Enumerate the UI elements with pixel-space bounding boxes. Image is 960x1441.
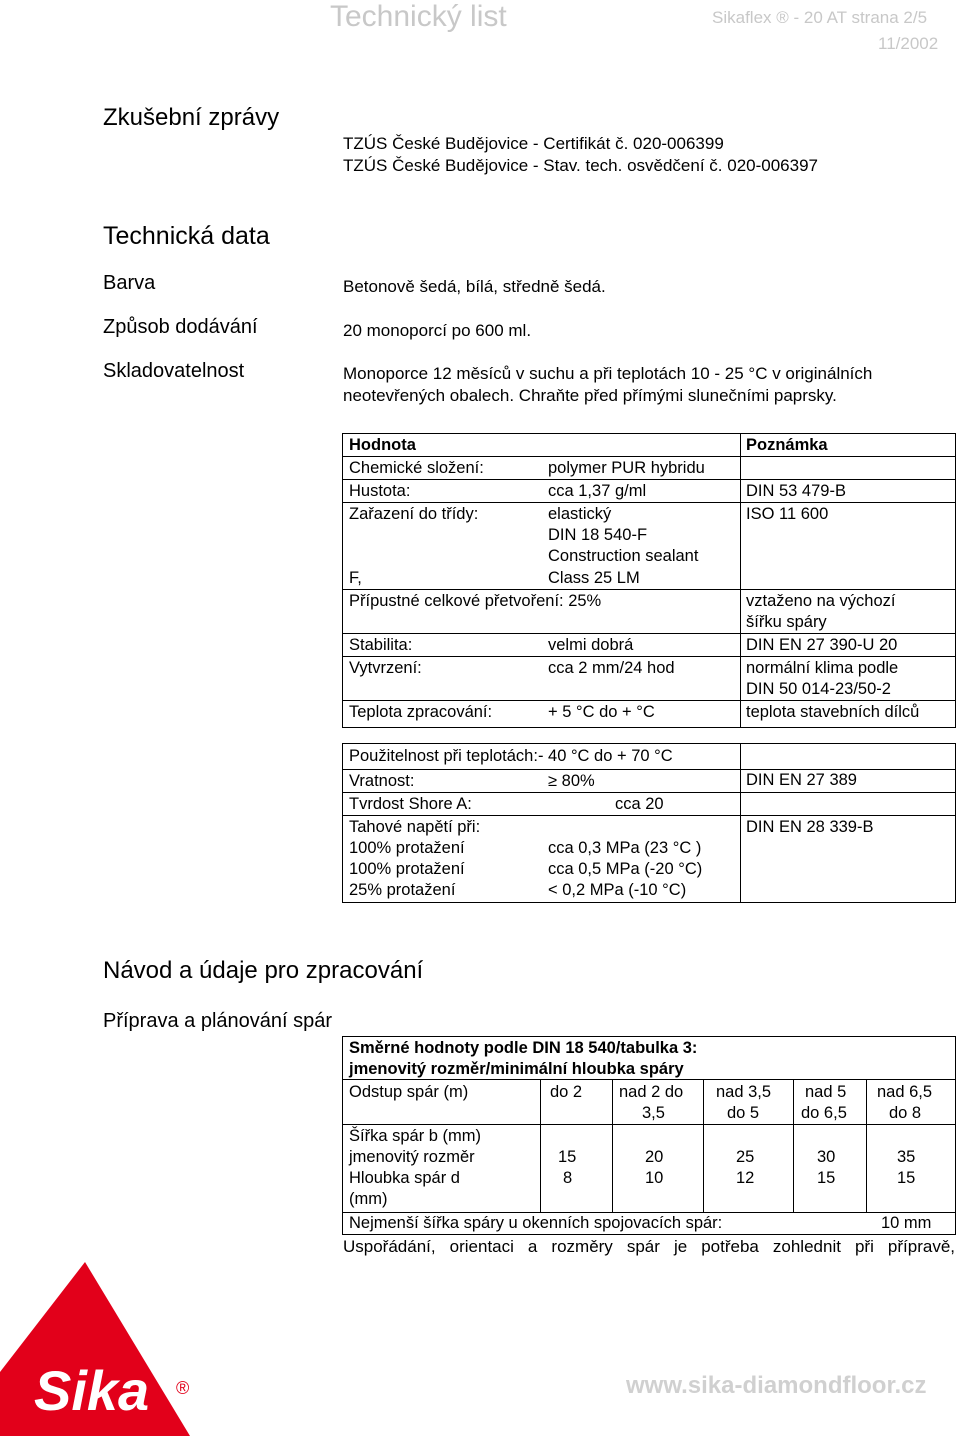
row-divider: [342, 769, 956, 770]
width-value-3: 25: [736, 1148, 755, 1166]
test-report-line-1: TZÚS České Budějovice - Certifikát č. 020-006399: [343, 134, 724, 153]
width-value-4: 30: [817, 1148, 836, 1166]
product-reference: Sikaflex ® - 20 AT strana 2/5: [712, 8, 928, 27]
row-value-hardness: cca 20: [615, 795, 664, 813]
row-value-tensile-25: < 0,2 MPa (-10 °C): [548, 881, 687, 899]
row-label-composition: Chemické složení:: [349, 459, 484, 477]
row-label-tensile-25: 25% protažení: [349, 881, 456, 899]
col-divider: [703, 1079, 704, 1212]
row-note-recovery: DIN EN 27 389: [746, 771, 857, 789]
website-link[interactable]: www.sika-diamondfloor.cz: [626, 1372, 927, 1399]
row-note-curing-1: normální klima podle: [746, 659, 899, 677]
col-divider: [740, 433, 741, 728]
spacing-col-1: do 2: [550, 1083, 583, 1101]
row-label-spacing: Odstup spár (m): [349, 1083, 469, 1101]
row-value-composition: polymer PUR hybridu: [548, 459, 705, 477]
row-label-depth-2: (mm): [349, 1190, 388, 1208]
row-note-class: ISO 11 600: [746, 505, 829, 523]
test-report-line-2: TZÚS České Budějovice - Stav. tech. osvědčení č. 020-006397: [343, 156, 818, 175]
row-value-curing: cca 2 mm/24 hod: [548, 659, 675, 677]
row-value-class-2: DIN 18 540-F: [548, 526, 648, 544]
row-value-temperature: + 5 °C do + °C: [548, 703, 655, 721]
row-value-recovery: ≥ 80%: [548, 772, 595, 790]
color-value: Betonově šedá, bílá, středně šedá.: [343, 277, 606, 296]
spacing-col-4a: nad 5: [805, 1083, 847, 1101]
spacing-col-3b: do 5: [727, 1104, 760, 1122]
sika-logo: [0, 1262, 200, 1436]
section-heading-tech-data: Technická data: [103, 222, 270, 250]
row-label-tensile: Tahové napětí při:: [349, 818, 481, 836]
width-value-1: 15: [558, 1148, 577, 1166]
col-divider: [793, 1079, 794, 1212]
row-value-class-4: Class 25 LM: [548, 569, 640, 587]
storage-value-line-2: neotevřených obalech. Chraňte před přímými slunečními paprsky.: [343, 386, 837, 405]
row-divider: [342, 502, 956, 503]
spacing-col-4b: do 6,5: [801, 1104, 847, 1122]
row-divider: [342, 815, 956, 816]
spacing-col-5b: do 8: [889, 1104, 922, 1122]
col-divider: [740, 743, 741, 903]
section-heading-test-reports: Zkušební zprávy: [103, 104, 280, 131]
row-value-tensile-100a: cca 0,3 MPa (23 °C ): [548, 839, 702, 857]
col-divider: [866, 1079, 867, 1212]
supply-label: Způsob dodávání: [103, 316, 258, 338]
row-note-deformation-2: šířku spáry: [746, 613, 827, 631]
row-divider: [342, 589, 956, 590]
storage-label: Skladovatelnost: [103, 360, 245, 382]
row-label-class-2: F,: [349, 569, 362, 587]
row-divider: [342, 700, 956, 701]
row-label-width-2: jmenovitý rozměr: [349, 1148, 475, 1166]
row-label-hardness: Tvrdost Shore A:: [349, 795, 472, 813]
row-label-min-width: Nejmenší šířka spáry u okenních spojovacích spár:: [349, 1214, 723, 1232]
row-label-tensile-100a: 100% protažení: [349, 839, 465, 857]
row-value-class-1: elastický: [548, 505, 612, 523]
row-label-stability: Stabilita:: [349, 636, 413, 654]
row-note-deformation-1: vztaženo na výchozí: [746, 592, 896, 610]
section-heading-processing: Návod a údaje pro zpracování: [103, 957, 424, 984]
row-label-service-temp: Použitelnost při teplotách:- 40 °C do + 70 °C: [349, 747, 673, 765]
row-label-class: Zařazení do třídy:: [349, 505, 479, 523]
sika-logo-mark: [0, 1262, 200, 1436]
col-header-note: Poznámka: [746, 436, 828, 454]
row-divider: [342, 792, 956, 793]
depth-value-1: 8: [563, 1169, 573, 1187]
row-note-temperature: teplota stavebních dílců: [746, 703, 920, 721]
col-divider: [540, 1079, 541, 1212]
row-value-tensile-100b: cca 0,5 MPa (-20 °C): [548, 860, 703, 878]
row-value-stability: velmi dobrá: [548, 636, 634, 654]
joint-table-title-2: jmenovitý rozměr/minimální hloubka spáry: [349, 1060, 684, 1078]
spacing-col-3a: nad 3,5: [716, 1083, 772, 1101]
row-label-temperature: Teplota zpracování:: [349, 703, 493, 721]
document-date: 11/2002: [878, 34, 939, 53]
spacing-col-2b: 3,5: [642, 1104, 665, 1122]
row-value-density: cca 1,37 g/ml: [548, 482, 647, 500]
width-value-2: 20: [645, 1148, 664, 1166]
spacing-col-5a: nad 6,5: [877, 1083, 933, 1101]
subheading-joint-preparation: Příprava a plánování spár: [103, 1010, 333, 1032]
row-note-stability: DIN EN 27 390-U 20: [746, 636, 898, 654]
row-label-depth-1: Hloubka spár d: [349, 1169, 460, 1187]
row-note-density: DIN 53 479-B: [746, 482, 846, 500]
col-divider: [612, 1079, 613, 1212]
row-value-class-3: Construction sealant: [548, 547, 699, 565]
storage-value-line-1: Monoporce 12 měsíců v suchu a při teplotách 10 - 25 °C v originálních: [343, 364, 873, 383]
depth-value-4: 15: [817, 1169, 836, 1187]
row-label-curing: Vytvrzení:: [349, 659, 422, 677]
width-value-5: 35: [897, 1148, 916, 1166]
depth-value-3: 12: [736, 1169, 755, 1187]
row-divider: [342, 479, 956, 480]
row-divider: [342, 1124, 956, 1125]
depth-value-2: 10: [645, 1169, 664, 1187]
joint-table-title-1: Směrné hodnoty podle DIN 18 540/tabulka 3:: [349, 1039, 698, 1057]
row-label-tensile-100b: 100% protažení: [349, 860, 465, 878]
row-value-min-width: 10 mm: [881, 1214, 932, 1232]
depth-value-5: 15: [897, 1169, 916, 1187]
row-label-deformation: Přípustné celkové přetvoření: 25%: [349, 592, 602, 610]
row-divider: [342, 656, 956, 657]
supply-value: 20 monoporcí po 600 ml.: [343, 321, 532, 340]
footer-paragraph: Uspořádání, orientaci a rozměry spár je potřeba zohlednit při přípravě,: [343, 1237, 955, 1256]
row-divider: [342, 633, 956, 634]
color-label: Barva: [103, 272, 156, 294]
svg-text:®: ®: [176, 1378, 190, 1398]
row-label-width-1: Šířka spár b (mm): [349, 1127, 482, 1145]
spacing-col-2a: nad 2 do: [619, 1083, 684, 1101]
document-title: Technický list: [330, 0, 507, 33]
row-divider: [342, 456, 956, 457]
row-label-recovery: Vratnost:: [349, 772, 415, 790]
row-note-curing-2: DIN 50 014-23/50-2: [746, 680, 891, 698]
row-label-density: Hustota:: [349, 482, 411, 500]
row-note-tensile: DIN EN 28 339-B: [746, 818, 874, 836]
col-header-value: Hodnota: [349, 436, 416, 454]
svg-text:Sika: Sika: [34, 1359, 150, 1422]
